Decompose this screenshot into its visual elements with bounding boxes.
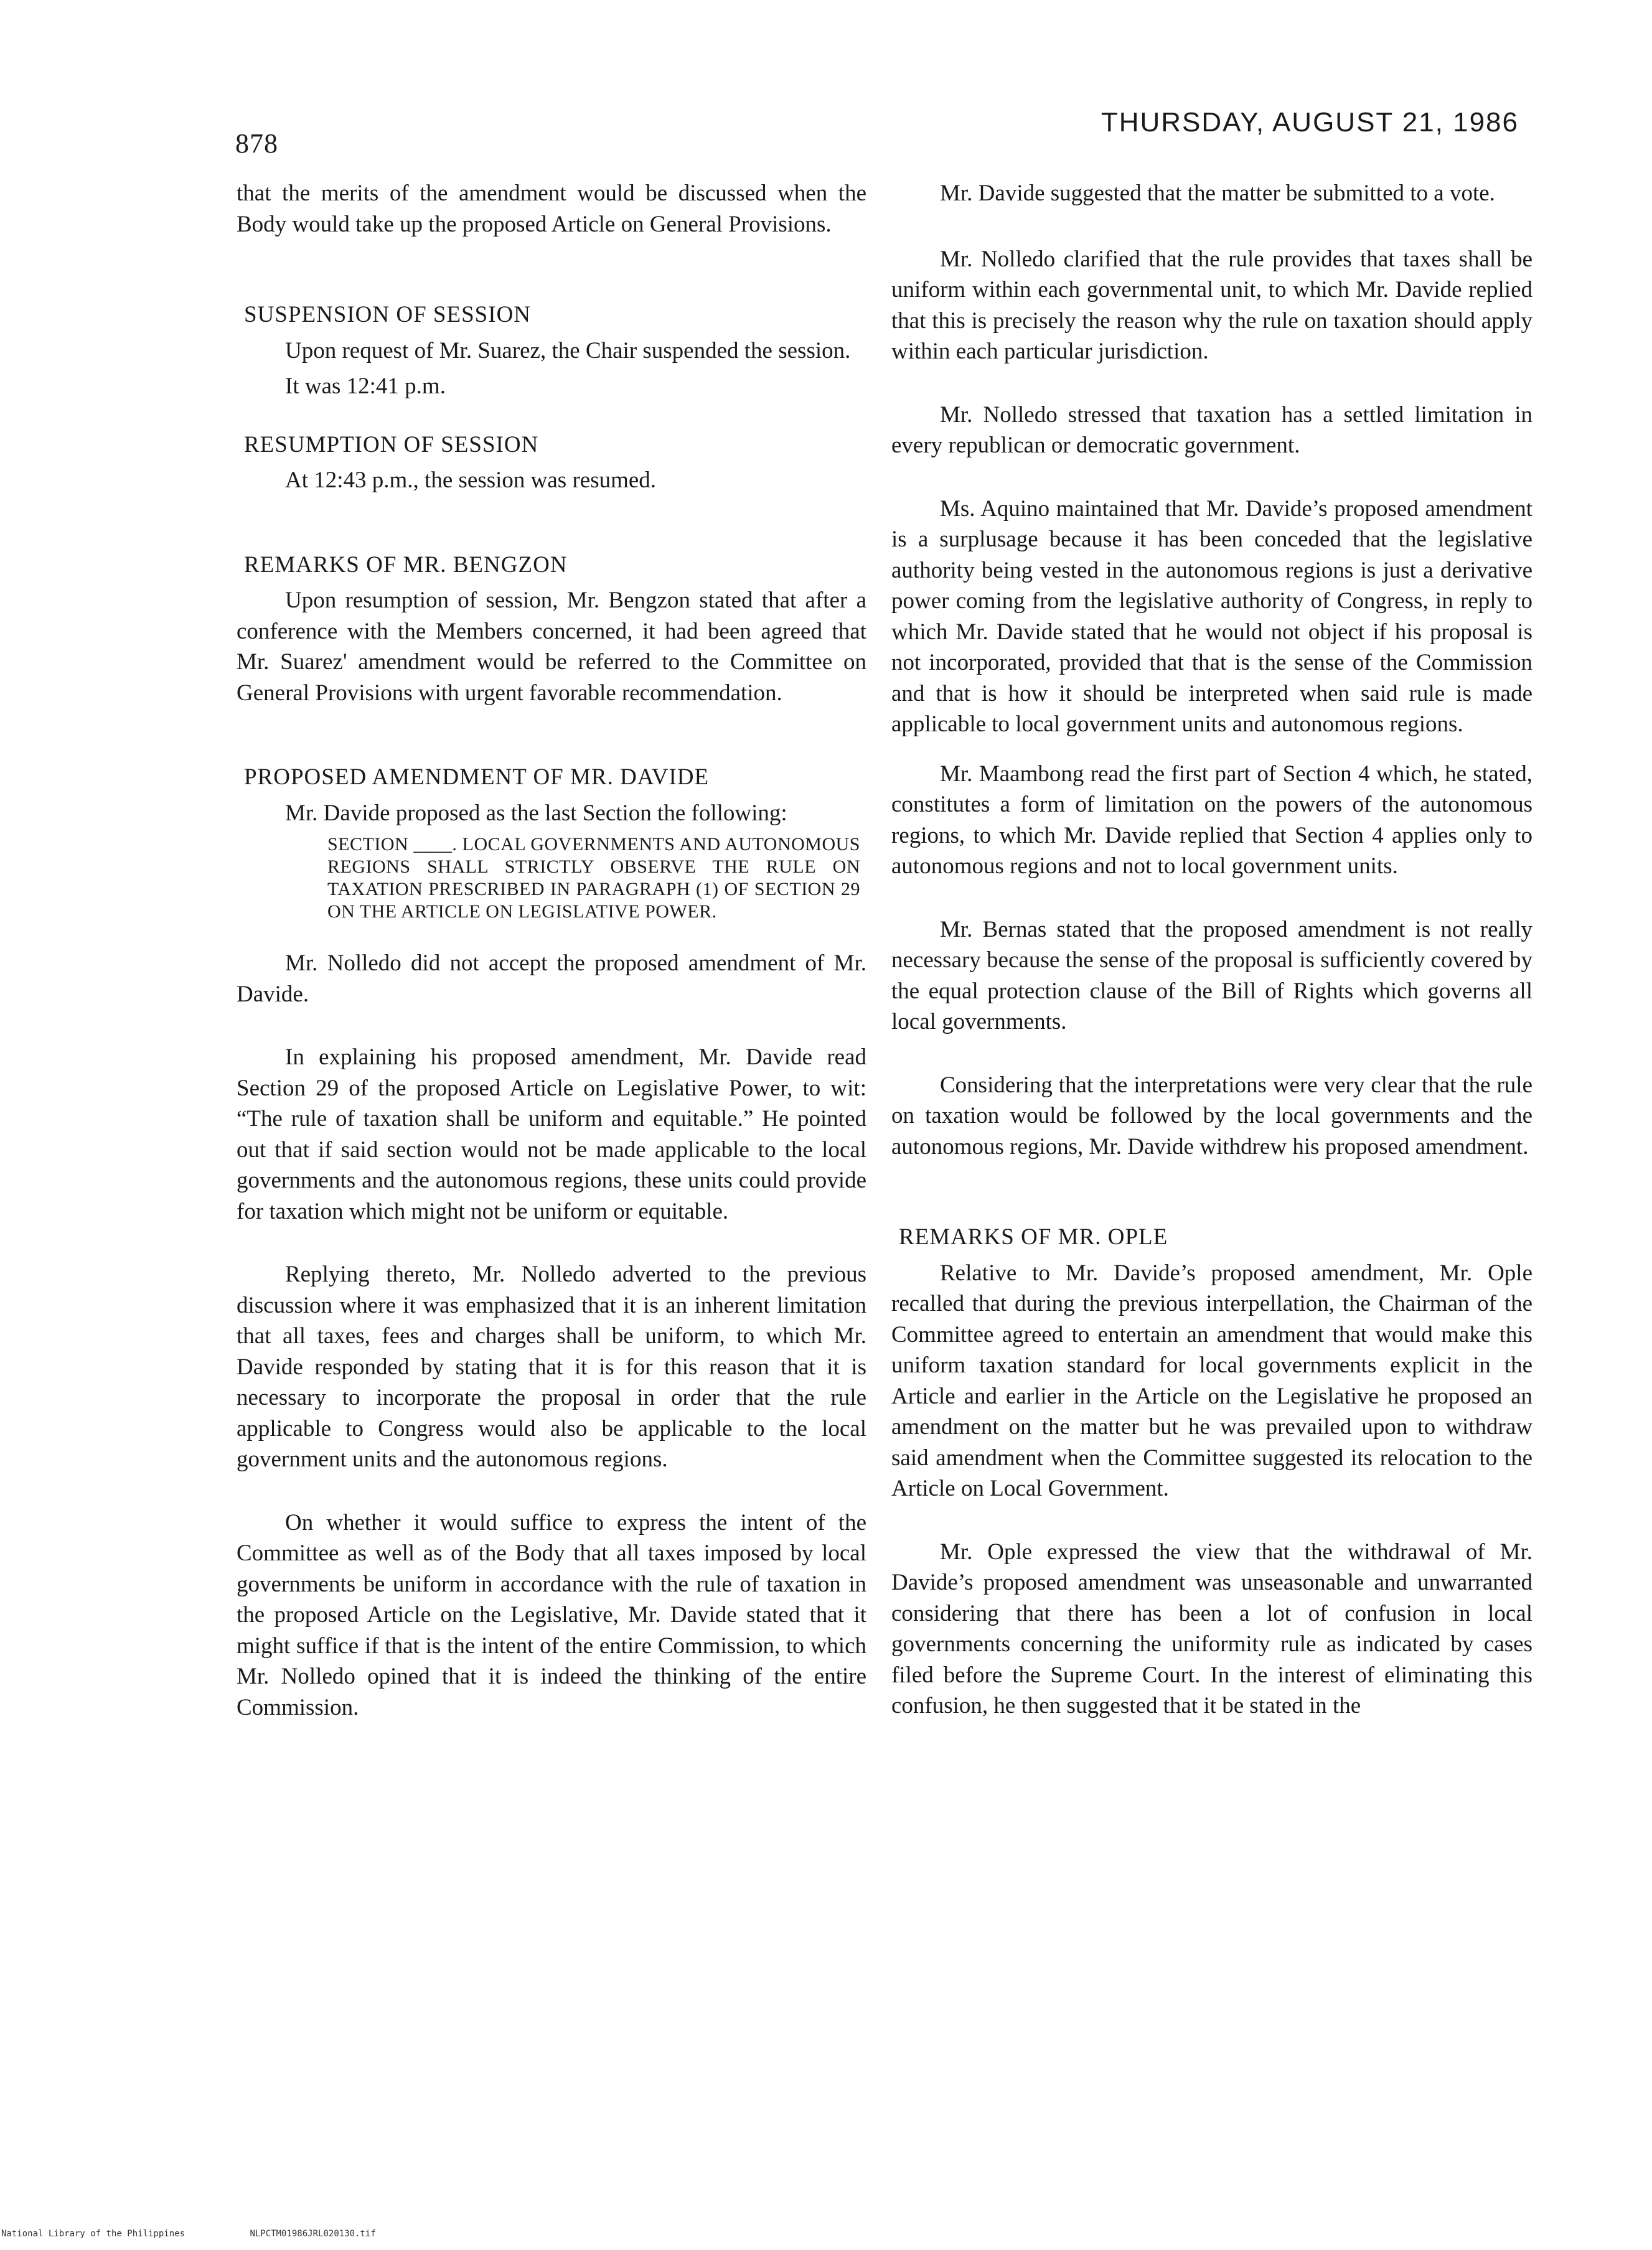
paragraph-resumption: At 12:43 p.m., the session was resumed. xyxy=(285,467,657,493)
paragraph-whether: On whether it would suffice to express the intent of the Committee as well as of the Body that all taxes imposed by local governments be uniform in accordance with the rule of taxation in the proposed Article on the Legislative, Mr. Davide stated that it might suffice if that is the intent of the entire Commission, to which Mr. Nolledo opined that it is indeed the thinking of the entire Commission. xyxy=(237,1509,866,1720)
footer-file: NLPCTM01986JRL020130.tif xyxy=(250,2229,376,2239)
heading-remarks-bengzon: REMARKS OF MR. BENGZON xyxy=(244,551,568,578)
paragraph-clarified: Mr. Nolledo clarified that the rule provides that taxes shall be uniform within each governmental unit, to which Mr. Davide replied that this is precisely the reason why the rule on taxation should apply within each particular jurisdiction. xyxy=(891,246,1532,364)
page-number: 878 xyxy=(235,128,278,159)
paragraph-davide-proposal: Mr. Davide proposed as the last Section the following: xyxy=(285,800,787,826)
paragraph-replying: Replying thereto, Mr. Nolledo adverted to the previous discussion where it was emphasized that it is an inherent limitation that all taxes, fees and charges shall be uniform, to which Mr. Davide responded by stating that it is for this reason that it is necessary to incorporate the proposal in order that the rule applicable to Congress would also be applicable to the local government units and the autonomous regions. xyxy=(237,1262,866,1472)
paragraph-considering: Considering that the interpretations were very clear that the rule on taxation would be followed by the local governments and the autonomous regions, Mr. Davide withdrew his proposed amendment. xyxy=(891,1072,1532,1160)
paragraph-aquino: Ms. Aquino maintained that Mr. Davide’s proposed amendment is a surplusage because it has been conceded that the legislative authority being vested in the autonomous regions is just a derivative power coming from the legislative authority of Congress, in reply to which Mr. Davide stated that he would not object if his proposal is not incorporated, provided that that is the sense of the Commission and that is how it should be interpreted when said rule is made applicable to local government units and autonomous regions. xyxy=(891,495,1532,737)
paragraph-stressed: Mr. Nolledo stressed that taxation has a settled limitation in every republican or democratic government. xyxy=(891,401,1532,458)
paragraph-ople-view: Mr. Ople expressed the view that the withdrawal of Mr. Davide’s proposed amendment was unseasonable and unwarranted considering that there has been a lot of confusion in local governments concerning the uniformity rule as indicated by cases filed before the Supreme Court. In the interest of eliminating this confusion, he then suggested that it be stated in the xyxy=(891,1539,1532,1718)
paragraph-vote: Mr. Davide suggested that the matter be submitted to a vote. xyxy=(940,180,1495,206)
paragraph-suspension: Upon request of Mr. Suarez, the Chair suspended the session. xyxy=(285,337,851,363)
paragraph-bernas: Mr. Bernas stated that the proposed amendment is not really necessary because the sense of the proposal is sufficiently covered by the equal protection clause of the Bill of Rights which governs all local governments. xyxy=(891,916,1532,1034)
paragraph-explaining: In explaining his proposed amendment, Mr. Davide read Section 29 of the proposed Article on Legislative Power, to wit: “The rule of taxation shall be uniform and equitable.” He pointed out that if said section would not be made applicable to the local governments and the autonomous regions, these units could provide for taxation which might not be uniform or equitable. xyxy=(237,1044,866,1224)
paragraph-bengzon: Upon resumption of session, Mr. Bengzon stated that after a conference with the Members concerned, it had been agreed that Mr. Suarez' amendment would be referred to the Committee on General Provisions with urgent favorable recommendation. xyxy=(237,588,866,706)
scan-footer xyxy=(1,2229,436,2239)
heading-remarks-ople: REMARKS OF MR. OPLE xyxy=(899,1224,1168,1250)
heading-proposed-amendment-davide: PROPOSED AMENDMENT OF MR. DAVIDE xyxy=(244,764,710,790)
paragraph-time: It was 12:41 p.m. xyxy=(285,373,446,399)
paragraph-maambong: Mr. Maambong read the first part of Section 4 which, he stated, constitutes a form of limitation on the powers of the autonomous regions, to which Mr. Davide replied that Section 4 applies only to autonomous regions and not to local government units. xyxy=(891,761,1532,879)
paragraph-continued: that the merits of the amendment would be discussed when the Body would take up the proposed Article on General Provisions. xyxy=(237,180,866,237)
page-date: THURSDAY, AUGUST 21, 1986 xyxy=(1101,107,1519,138)
paragraph-ople-recalled: Relative to Mr. Davide’s proposed amendment, Mr. Ople recalled that during the previous interpellation, the Chairman of the Committee agreed to entertain an amendment that would make this uniform taxation standard for local governments explicit in the Article and earlier in the Article on the Legislative he proposed an amendment on the matter but he was prevailed upon to withdraw said amendment when the Committee suggested its relocation to the Article on Local Government. xyxy=(891,1260,1532,1501)
heading-suspension-of-session: SUSPENSION OF SESSION xyxy=(244,302,532,327)
paragraph-nolledo-not-accept: Mr. Nolledo did not accept the proposed amendment of Mr. Davide. xyxy=(237,950,866,1007)
footer-library: National Library of the Philippines xyxy=(1,2229,185,2239)
heading-resumption-of-session: RESUMPTION OF SESSION xyxy=(244,431,539,457)
right-column xyxy=(891,178,1532,1754)
quoted-section: SECTION ____. LOCAL GOVERNMENTS AND AUTONOMOUS REGIONS SHALL STRICTLY OBSERVE THE RULE ON TAXATION PRESCRIBED IN PARAGRAPH (1) OF SECTION 29 ON THE ARTICLE ON LEGISLATIVE POWER. xyxy=(327,834,860,922)
left-column xyxy=(237,178,866,1755)
